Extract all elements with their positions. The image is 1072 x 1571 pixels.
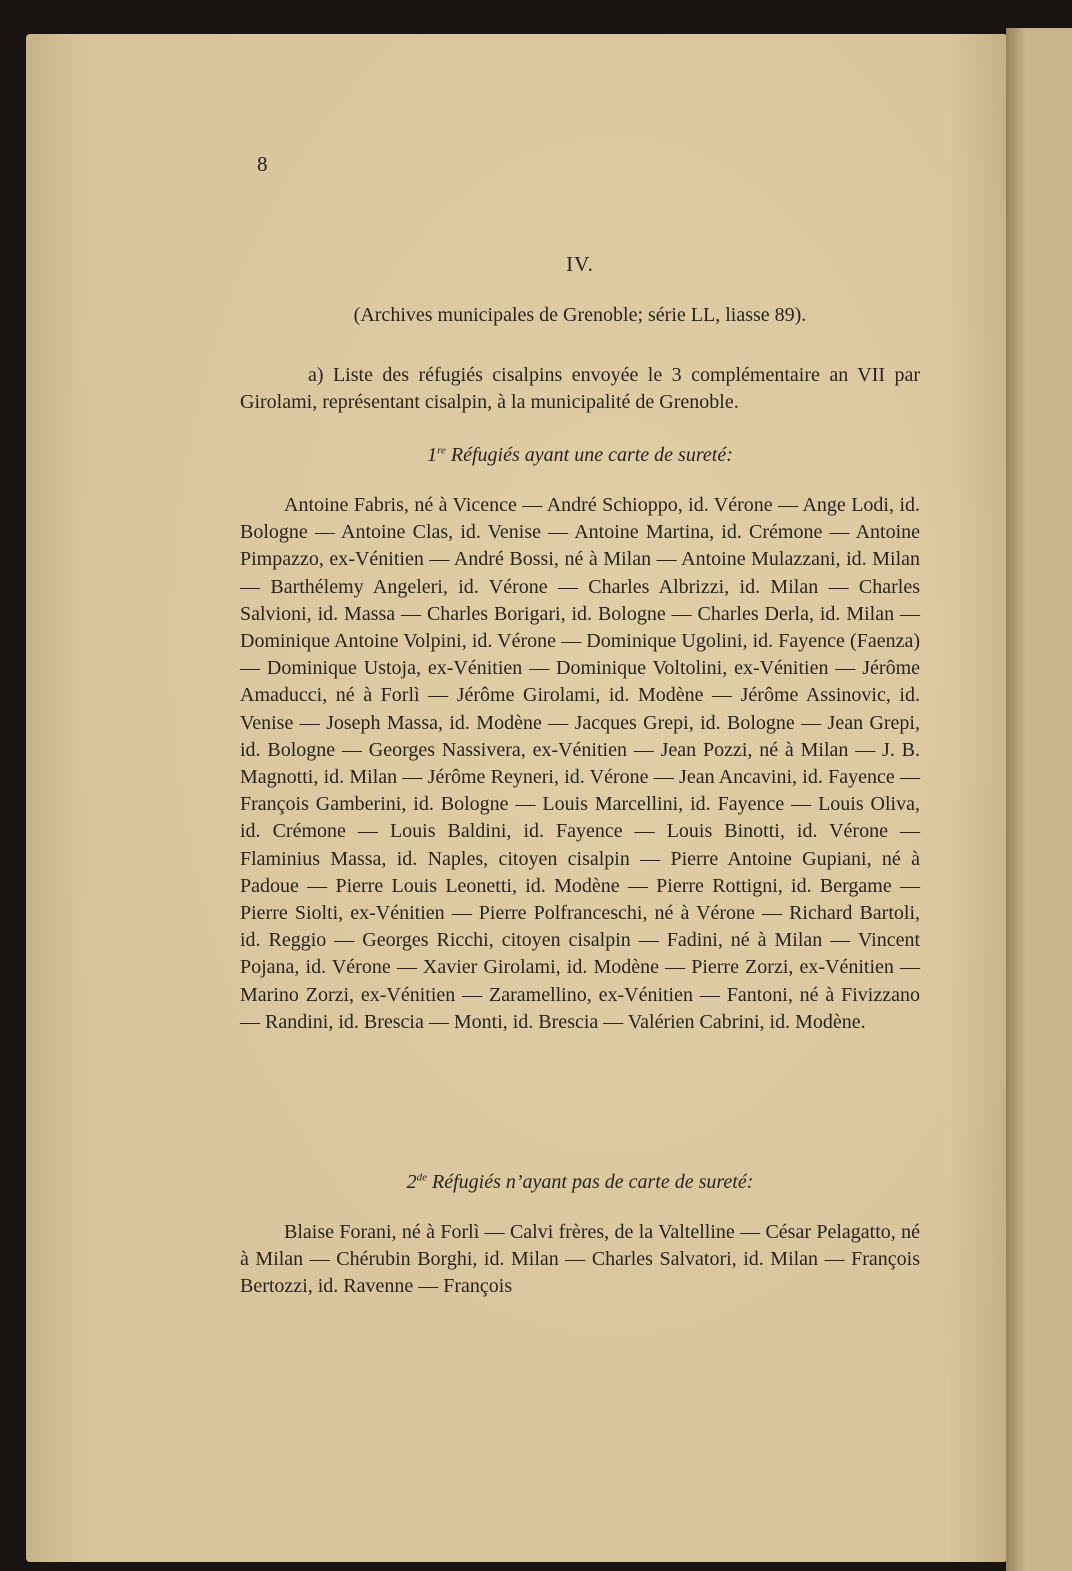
refugee-list-without-card: Blaise Forani, né à Forlì — Calvi frères, de la Valtelline — César Pelagatto, né à Milan — Chérubin Borghi, id. Milan — Charles Salvatori, id. Milan — François Bertozzi, id. Ravenne — François bbox=[240, 1221, 920, 1298]
subheading-number: 2 bbox=[406, 1171, 417, 1193]
subheading-with-card bbox=[240, 444, 920, 467]
subheading-text: Réfugiés ayant une carte de sureté: bbox=[445, 444, 733, 466]
refugee-list-with-card: Antoine Fabris, né à Vicence — André Schioppo, id. Vérone — Ange Lodi, id. Bologne — Antoine Clas, id. Venise — Antoine Martina, id. Crémone — Antoine Pimpazzo, ex-Vénitien — André Bossi, né à Milan — Antoine Mulazzani, id. Milan — Barthélemy Angeleri, id. Vérone — Charles Albrizzi, id. Milan — Charles Salvioni, id. Massa — Charles Borigari, id. Bologne — Charles Derla, id. Milan — Dominique Antoine Volpini, id. Vérone — Dominique Ugolini, id. Fayence (Faenza) — Dominique Ustoja, ex-Vénitien — Dominique Voltolini, ex-Vénitien — Jérôme Amaducci, né à Forlì — Jérôme Girolami, id. Modène — Jérôme Assinovic, id. Venise — Joseph Massa, id. Modène — Jacques Grepi, id. Bologne — Jean Grepi, id. Bologne — Georges Nassivera, ex-Vénitien — Jean Pozzi, né à Milan — J. B. Magnotti, id. Milan — Jérôme Reyneri, id. Vérone — Jean Ancavini, id. Fayence — François Gamberini, id. Bologne — Louis Marcellini, id. Fayence — Louis Oliva, id. Crémone — Louis Baldini, id. Fayence — Louis Binotti, id. Vérone — Flaminius Massa, id. Naples, citoyen cisalpin — Pierre Antoine Gupiani, né à Padoue — Pierre Louis Leonetti, id. Modène — Pierre Rottigni, id. Bergame — Pierre Siolti, ex-Vénitien — Pierre Polfranceschi, né à Vérone — Richard Bartoli, id. Reggio — Georges Ricchi, citoyen cisalpin — Fadini, né à Milan — Vincent Pojana, id. Vérone — Xavier Girolami, id. Modène — Pierre Zorzi, ex-Vénitien — Marino Zorzi, ex-Vénitien — Zaramellino, ex-Vénitien — Fantoni, né à Fivizzano — Randini, id. Brescia — Monti, id. Brescia — Valérien Cabrini, id. Modène. bbox=[240, 494, 920, 1033]
source-reference: (Archives municipales de Grenoble; série LL, liasse 89). bbox=[353, 304, 807, 326]
adjacent-page-edge bbox=[1006, 28, 1072, 1571]
page-number: 8 bbox=[257, 152, 268, 176]
subheading-without-card bbox=[240, 1171, 920, 1194]
section-heading: IV. bbox=[566, 252, 594, 276]
subheading-ordinal: de bbox=[416, 1171, 427, 1184]
subheading-ordinal: re bbox=[437, 444, 446, 457]
subheading-text: Réfugiés n’ayant pas de carte de sureté: bbox=[427, 1171, 754, 1193]
subheading-number: 1 bbox=[427, 444, 438, 466]
intro-paragraph: a) Liste des réfugiés cisalpins envoyée le 3 complémentaire an VII par Girolami, représentant cisalpin, à la municipalité de Grenoble. bbox=[240, 364, 920, 414]
